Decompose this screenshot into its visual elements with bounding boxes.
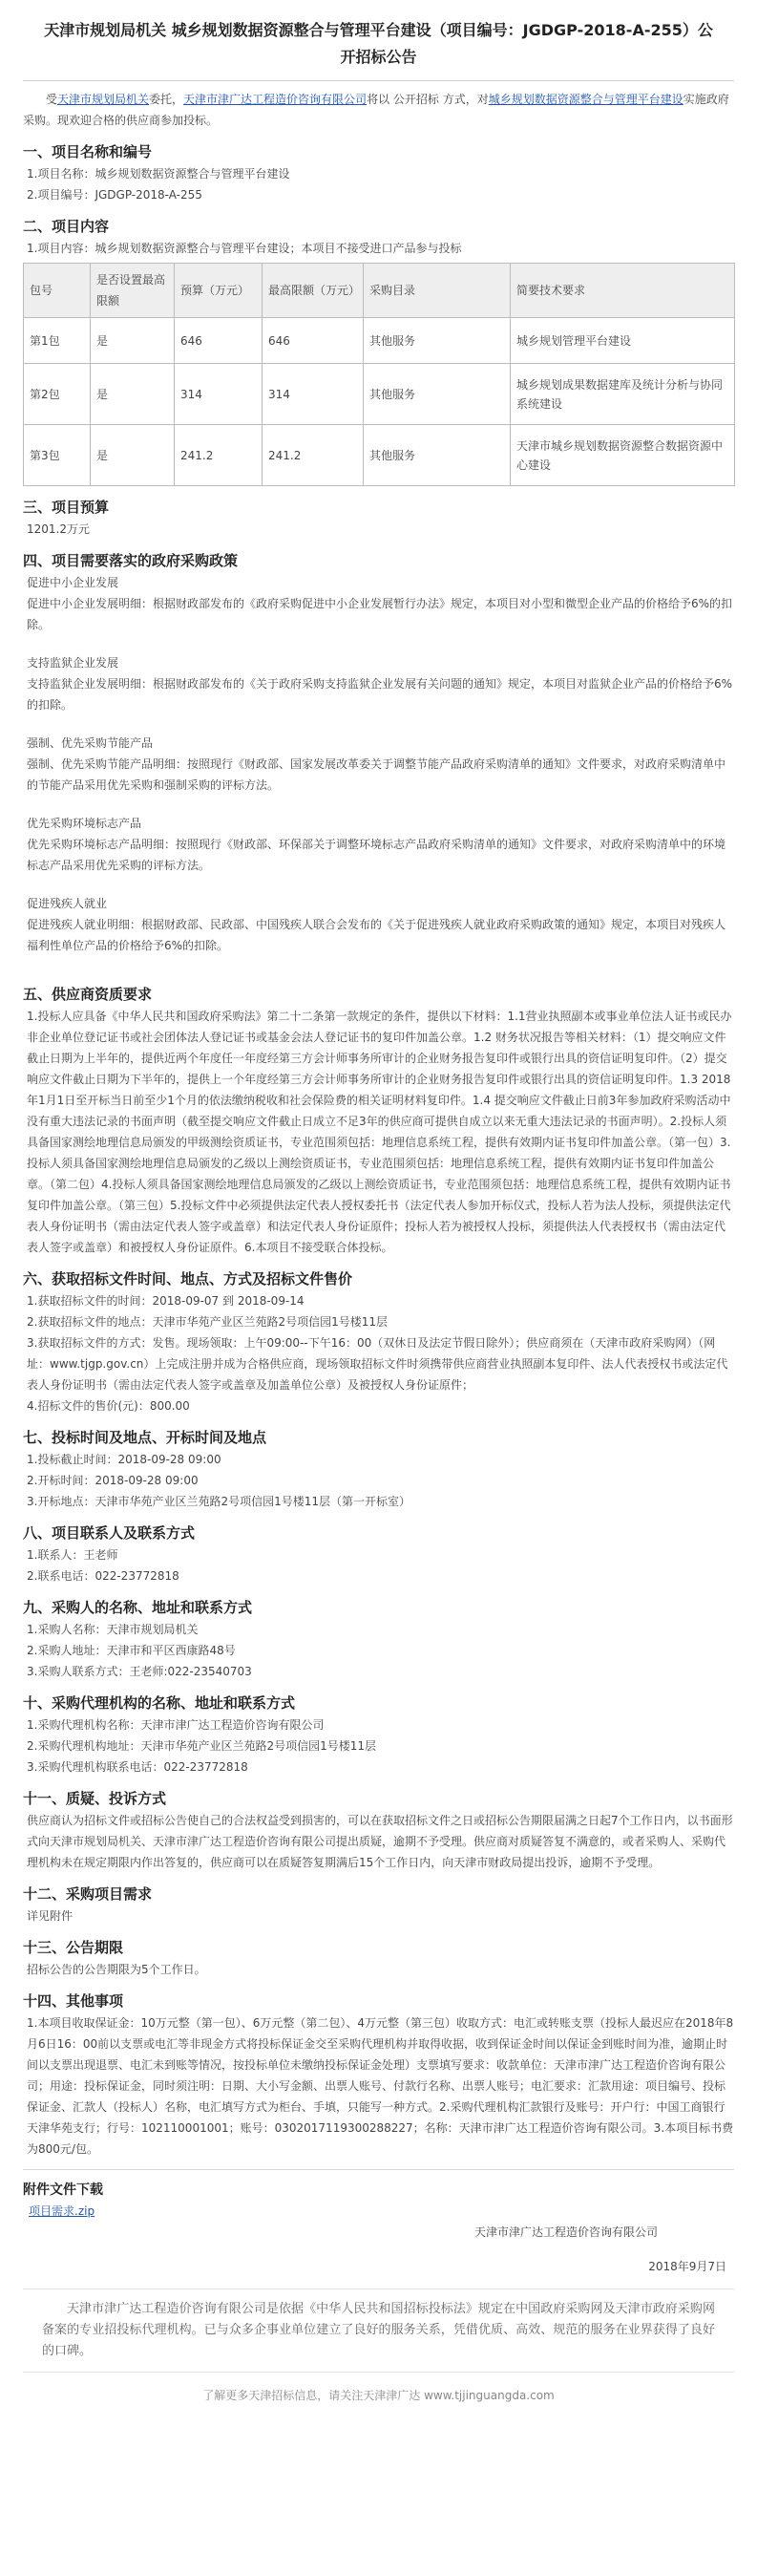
table-cell: 是 [91, 425, 175, 486]
spacer [23, 876, 734, 893]
table-cell: 是 [91, 364, 175, 425]
table-cell: 314 [263, 364, 364, 425]
policy-title: 促进残疾人就业 [27, 897, 108, 910]
intro-text-1: 受 [46, 93, 58, 106]
table-cell: 241.2 [175, 425, 263, 486]
policy-body: 优先采购环境标志产品明细：按照现行《财政部、环保部关于调整环境标志产品政府采购清单的通知》文件要求，对政府采购清单中的环境标志产品采用优先采购的评标方法。 [27, 838, 726, 872]
table-row [24, 318, 735, 364]
purchaser-name-line: 1.采购人名称：天津市规划局机关 [27, 1623, 199, 1636]
attachment-file-link[interactable] [23, 2201, 734, 2222]
lots-table [23, 263, 735, 486]
table-cell: 其他服务 [364, 364, 511, 425]
project-name-line: 1.项目名称：城乡规划数据资源整合与管理平台建设 [27, 167, 290, 181]
section-5-heading: 五、供应商资质要求 [23, 986, 153, 1003]
section-3-heading: 三、项目预算 [23, 499, 110, 516]
agency-link[interactable]: 天津市津广达工程造价咨询有限公司 [183, 93, 368, 106]
complaint-body: 供应商认为招标文件或招标公告使自己的合法权益受到损害的，可以在获取招标文件之日或招标公告期限届满之日起7个工作日内，以书面形式向天津市规划局机关、天津市津广达工程造价咨询有限公司提出质疑，逾期不予受理。供应商对质疑答复不满意的，或者采购人、采购代理机构未在规定期限内作出答复的，供应商可以在质疑答复期满后15个工作日内，向天津市财政局提出投诉，逾期不予受理。 [27, 1814, 733, 1869]
company-about: 天津市津广达工程造价咨询有限公司是依据《中华人民共和国招标投标法》规定在中国政府采购网及天津市政府采购网备案的专业招投标代理机构。已与众多企事业单位建立了良好的服务关系，凭借优质、高效、规范的服务在业界获得了良好的口碑。 [23, 2289, 734, 2373]
table-cell: 646 [175, 318, 263, 364]
section-14-heading: 十四、其他事项 [23, 1992, 124, 2010]
table-cell: 第1包 [24, 318, 91, 364]
policy-title: 促进中小企业发展 [27, 576, 119, 589]
table-cell: 城乡规划管理平台建设 [511, 318, 735, 364]
doc-place-line: 2.获取招标文件的地点：天津市华苑产业区兰苑路2号项信园1号楼11层 [27, 1315, 388, 1329]
policy-body: 强制、优先采购节能产品明细：按照现行《财政部、国家发展改革委关于调整节能产品政府采购清单的通知》文件要求，对政府采购清单中的节能产品采用优先采购和强制采购的评标方法。 [27, 757, 726, 792]
intro-text-2: 委托， [149, 93, 184, 106]
spacer [23, 635, 734, 652]
section-6-heading: 六、获取招标文件时间、地点、方式及招标文件售价 [23, 1270, 353, 1288]
spacer [23, 715, 734, 733]
agency-name-line: 1.采购代理机构名称：天津市津广达工程造价咨询有限公司 [27, 1718, 325, 1732]
table-header-cell: 最高限额（万元） [263, 264, 364, 318]
page-title: 天津市规划局机关 城乡规划数据资源整合与管理平台建设（项目编号：JGDGP-2018-A-255）公开招标公告 [44, 21, 713, 66]
table-cell: 城乡规划成果数据建库及统计分析与协同系统建设 [511, 364, 735, 425]
table-header-cell: 是否设置最高限额 [91, 264, 175, 318]
other-matters-body: 1.本项目收取保证金：10万元整（第一包）、6万元整（第二包）、4万元整（第三包）收取方式：电汇或转账支票（投标人最迟应在2018年8月6日16：00前以支票或电汇等非现金方式将投标保证金交至采购代理机构并取得收据，收到保证金时间以保证金到账时间为准，逾期止时间以支票出现退票、电汇未到账等情况，按投标单位未缴纳投标保证金处理）支票填写要求：收款单位：天津市津广达工程造价咨询有限公司；用途：投标保证金，同时须注明：日期、大小写金额、出票人账号、付款行名称、出票人账号；电汇要求：汇款用途：项目编号、投标保证金、汇款人（投标人）名称，电汇填写方式为柜台、手填，只能写一种方式。2.采购代理机构汇款银行及账号：开户行：中国工商银行天津华苑支行；行号：102110001001；账号：0302017119300288227；名称：天津市津广达工程造价咨询有限公司。3.本项目标书费为800元/包。 [27, 2016, 734, 2156]
signature-org: 天津市津广达工程造价咨询有限公司 [473, 2225, 658, 2239]
table-header-row [24, 264, 735, 318]
table-cell: 其他服务 [364, 425, 511, 486]
policy-title: 强制、优先采购节能产品 [27, 736, 154, 750]
section-7-heading: 七、投标时间及地点、开标时间及地点 [23, 1429, 267, 1446]
notice-period-line: 招标公告的公告期限为5个工作日。 [27, 1963, 206, 1976]
project-content-line: 1.项目内容：城乡规划数据资源整合与管理平台建设；本项目不接受进口产品参与投标 [27, 242, 462, 255]
section-12-heading: 十二、采购项目需求 [23, 1885, 153, 1903]
purchaser-contact-line: 3.采购人联系方式：王老师:022-23540703 [27, 1665, 252, 1678]
contact-phone-line: 2.联系电话：022-23772818 [27, 1569, 179, 1583]
intro-paragraph [23, 89, 734, 131]
policy-title: 优先采购环境标志产品 [27, 817, 142, 830]
section-10-heading: 十、采购代理机构的名称、地址和联系方式 [23, 1694, 296, 1712]
attachment-heading: 附件文件下载 [23, 2182, 103, 2198]
purchaser-address-line: 2.采购人地址：天津市和平区西康路48号 [27, 1644, 236, 1657]
table-header-cell: 采购目录 [364, 264, 511, 318]
table-cell: 第3包 [24, 425, 91, 486]
table-cell: 是 [91, 318, 175, 364]
policy-body: 支持监狱企业发展明细：根据财政部发布的《关于政府采购支持监狱企业发展有关问题的通知》规定，本项目对监狱企业产品的价格给予6%的扣除。 [27, 677, 733, 712]
spacer [23, 796, 734, 813]
title-divider [23, 80, 734, 81]
signature-date: 2018年9月7日 [648, 2260, 726, 2273]
doc-time-line: 1.获取招标文件的时间：2018-09-07 到 2018-09-14 [27, 1294, 305, 1308]
attachment-divider [23, 2169, 734, 2170]
project-number-line: 2.项目编号：JGDGP-2018-A-255 [27, 188, 202, 202]
section-1-heading: 一、项目名称和编号 [23, 143, 153, 160]
intro-text-3: 将以 公开招标 方式，对 [367, 93, 489, 106]
policy-body: 促进残疾人就业明细：根据财政部、民政部、中国残疾人联合会发布的《关于促进残疾人就业政府采购政策的通知》规定，本项目对残疾人福利性单位产品的价格给予6%的扣除。 [27, 918, 726, 952]
bid-open-time-line: 2.开标时间：2018-09-28 09:00 [27, 1474, 199, 1487]
agency-address-line: 2.采购代理机构地址：天津市华苑产业区兰苑路2号项信园1号楼11层 [27, 1739, 376, 1753]
table-cell: 天津市城乡规划数据资源整合数据资源中心建设 [511, 425, 735, 486]
table-cell: 241.2 [263, 425, 364, 486]
section-2-heading: 二、项目内容 [23, 218, 110, 235]
table-cell: 第2包 [24, 364, 91, 425]
project-link[interactable]: 城乡规划数据资源整合与管理平台建设 [488, 93, 683, 106]
intro-text-4: 实施政府采购。现欢迎合格的供应商参加投标。 [23, 93, 729, 127]
qualification-body: 1.投标人应具备《中华人民共和国政府采购法》第二十二条第一款规定的条件，提供以下材料：1.1营业执照副本或事业单位法人证书或民办非企业单位登记证书或社会团体法人登记证书或基金会法人登记证书的复印件加盖公章。1.2 财务状况报告等相关材料：（1）提交响应文件截止日期为上半年的，提供近两个年度任一年度经第三方会计师事务所审计的企业财务报告复印件或银行出具的资信证明复印件。（2）提交响应文件截止日期为下半年的，提供上一个年度经第三方会计师事务所审计的企业财务报告复印件或银行出具的资信证明复印件。1.3 2018年1月1日至开标当日前至少1个月的依法缴纳税收和社会保险费的相关证明材料复印件。1.4 提交响应文件截止日前3年参加政府采购活动中没有重大违法记录的书面声明（截至提交响应文件截止日成立不足3年的供应商可提供自成立以来无重大违法记录的书面声明）。2.投标人须具备国家测绘地理信息局颁发的甲级测绘资质证书，专业范围须包括：地理信息系统工程，提供有效期内证书复印件加盖公章。（第一包）3.投标人须具备国家测绘地理信息局颁发的乙级以上测绘资质证书，专业范围须包括：地理信息系统工程，提供有效期内证书复印件加盖公章。（第二包）4.投标人须具备国家测绘地理信息局颁发的乙级以上测绘资质证书，专业范围须包括：地理信息系统工程，提供有效期内证书复印件加盖公章。（第三包）5.投标文件中必须提供法定代表人授权委托书（法定代表人参加开标仪式，投标人若为法人投标，须提供法定代表人身份证明书（需由法定代表人签字或盖章）和法定代表人身份证原件；投标人若为被授权人投标，须提供法人代表授权书（需由法定代表人签字或盖章）和被授权人身份证原件。6.本项目不接受联合体投标。 [27, 1010, 732, 1254]
spacer [23, 956, 734, 973]
doc-price-line: 4.招标文件的售价(元)：800.00 [27, 1399, 190, 1413]
section-8-heading: 八、项目联系人及联系方式 [23, 1524, 196, 1542]
table-header-cell: 预算（万元） [175, 264, 263, 318]
section-4-heading: 四、项目需要落实的政府采购政策 [23, 552, 239, 569]
attachment-file-name[interactable]: 项目需求.zip [29, 2204, 95, 2218]
table-cell: 其他服务 [364, 318, 511, 364]
table-header-cell: 简要技术要求 [511, 264, 735, 318]
table-row [24, 425, 735, 486]
section-9-heading: 九、采购人的名称、地址和联系方式 [23, 1599, 253, 1616]
policy-title: 支持监狱企业发展 [27, 656, 119, 670]
table-row [24, 364, 735, 425]
policy-body: 促进中小企业发展明细：根据财政部发布的《政府采购促进中小企业发展暂行办法》规定，本项目对小型和微型企业产品的价格给予6%的扣除。 [27, 597, 733, 631]
table-header-cell: 包号 [24, 264, 91, 318]
contact-person-line: 1.联系人：王老师 [27, 1548, 118, 1562]
section-11-heading: 十一、质疑、投诉方式 [23, 1790, 167, 1807]
bid-deadline-line: 1.投标截止时间：2018-09-28 09:00 [27, 1453, 221, 1466]
doc-method-line: 3.获取招标文件的方式：发售。现场领取：上午09:00--下午16：00（双休日及法定节假日除外）；供应商须在（天津市政府采购网）（网址：www.tjgp.gov.cn）上完成注册并成为合格供应商，现场领取招标文件时须携带供应商营业执照副本复印件、法人代表授权书或法定代表人身份证明书（需由法定代表人签字或盖章及加盖单位公章）及被授权人身份证原件； [27, 1336, 728, 1392]
purchaser-link[interactable]: 天津市规划局机关 [57, 93, 150, 106]
budget-line: 1201.2万元 [27, 522, 90, 536]
section-13-heading: 十三、公告期限 [23, 1939, 124, 1956]
bid-open-place-line: 3.开标地点：天津市华苑产业区兰苑路2号项信园1号楼11层（第一开标室） [27, 1495, 410, 1508]
table-cell: 314 [175, 364, 263, 425]
footer-tip: 了解更多天津招标信息，请关注天津津广达 www.tjjinguangda.com [202, 2389, 555, 2402]
requirements-line: 详见附件 [27, 1909, 74, 1923]
agency-phone-line: 3.采购代理机构联系电话：022-23772818 [27, 1760, 248, 1774]
table-cell: 646 [263, 318, 364, 364]
